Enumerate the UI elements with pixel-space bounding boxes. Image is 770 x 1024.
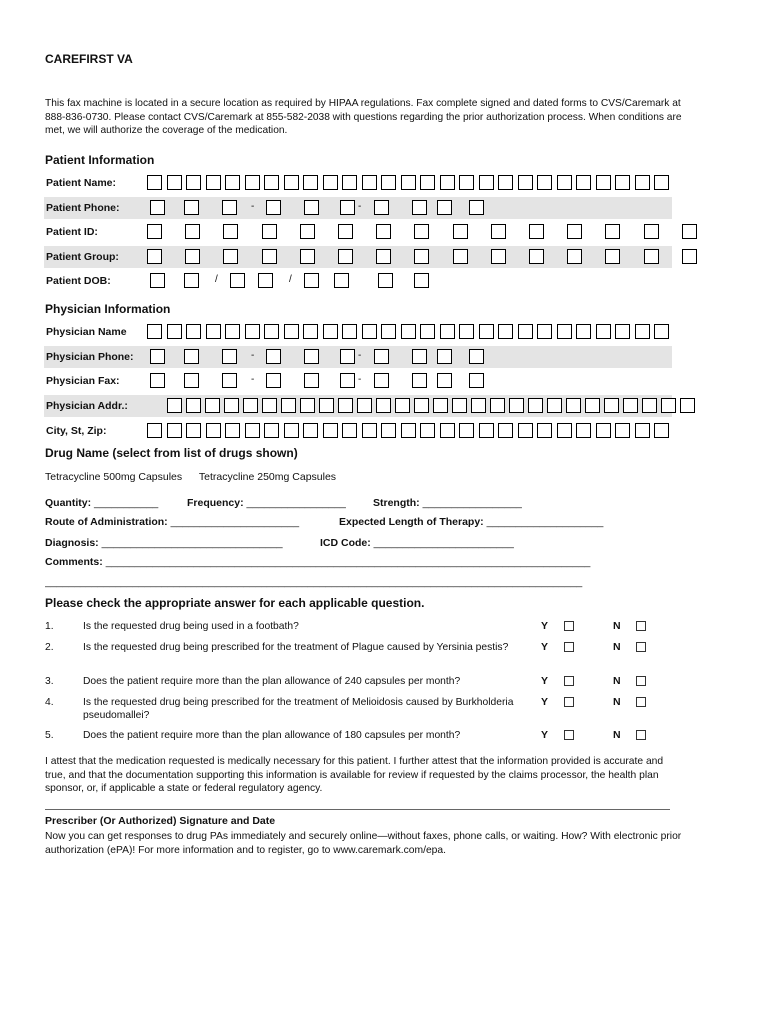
char-box[interactable] [459, 175, 474, 190]
route-field[interactable] [45, 516, 299, 528]
char-box[interactable] [537, 324, 552, 339]
char-box[interactable] [412, 373, 427, 388]
yes-checkbox[interactable] [564, 697, 574, 707]
char-box[interactable] [414, 273, 429, 288]
length-label: Expected Length of Therapy: [339, 516, 484, 528]
char-box[interactable] [440, 324, 455, 339]
char-box[interactable] [661, 398, 676, 413]
char-box[interactable] [469, 349, 484, 364]
char-box[interactable] [576, 324, 591, 339]
char-box[interactable] [284, 175, 299, 190]
char-box[interactable] [615, 324, 630, 339]
char-box[interactable] [205, 398, 220, 413]
char-box[interactable] [414, 249, 429, 264]
char-box[interactable] [167, 175, 182, 190]
char-box[interactable] [264, 175, 279, 190]
char-box[interactable] [206, 324, 221, 339]
char-box[interactable] [185, 249, 200, 264]
length-field[interactable] [339, 516, 603, 528]
char-box[interactable] [376, 249, 391, 264]
char-box[interactable] [376, 224, 391, 239]
physician-section-heading: Physician Information [45, 302, 171, 316]
char-box[interactable] [518, 423, 533, 438]
char-box[interactable] [262, 398, 277, 413]
diagnosis-field[interactable] [45, 537, 283, 549]
patient-id-label: Patient ID: [46, 226, 98, 238]
char-box[interactable] [557, 175, 572, 190]
drug-option[interactable]: Tetracycline 500mg Capsules [45, 471, 183, 483]
char-box[interactable] [362, 324, 377, 339]
physician-name-row[interactable] [44, 321, 672, 343]
no-checkbox[interactable] [636, 642, 646, 652]
char-box[interactable] [303, 423, 318, 438]
yes-checkbox[interactable] [564, 621, 574, 631]
attestation-text: I attest that the medication requested is medically necessary for this patient. I further attest that the information provided is accurate and true, and that the documentation supporting this information is available for review if requested by the claims processor, the health plan sponsor, or, if applicable a state or federal regulatory agency. [45, 756, 664, 795]
char-box[interactable] [518, 175, 533, 190]
patient-name-label: Patient Name: [46, 177, 117, 189]
char-box[interactable] [490, 398, 505, 413]
phone-dash: - [358, 201, 362, 212]
char-box[interactable] [266, 200, 281, 215]
fax-dash: - [251, 374, 255, 385]
char-box[interactable] [245, 423, 260, 438]
comments-field[interactable] [45, 556, 673, 568]
char-box[interactable] [682, 249, 697, 264]
char-box[interactable] [374, 200, 389, 215]
char-box[interactable] [395, 398, 410, 413]
char-box[interactable] [471, 398, 486, 413]
patient-group-row[interactable] [44, 246, 672, 268]
patient-group-boxes[interactable] [44, 249, 672, 265]
physician-addr-label: Physician Addr.: [46, 400, 128, 412]
char-box[interactable] [433, 398, 448, 413]
char-box[interactable] [654, 324, 669, 339]
char-box[interactable] [491, 249, 506, 264]
char-box[interactable] [266, 349, 281, 364]
no-checkbox[interactable] [636, 697, 646, 707]
physician-phone-label: Physician Phone: [46, 351, 134, 363]
char-box[interactable] [186, 324, 201, 339]
strength-label: Strength: [373, 497, 420, 509]
char-box[interactable] [357, 398, 372, 413]
patient-section-heading: Patient Information [45, 153, 155, 167]
char-box[interactable] [401, 423, 416, 438]
char-box[interactable] [644, 249, 659, 264]
char-box[interactable] [479, 324, 494, 339]
comments-line[interactable]: ___________________________________________________________________________________ [105, 556, 591, 568]
no-label: N [613, 696, 621, 708]
char-box[interactable] [150, 373, 165, 388]
questions-heading: Please check the appropriate answer for each applicable question. [45, 596, 425, 610]
char-box[interactable] [585, 398, 600, 413]
char-box[interactable] [147, 249, 162, 264]
char-box[interactable] [459, 423, 474, 438]
frequency-field[interactable] [187, 497, 346, 509]
yes-checkbox[interactable] [564, 642, 574, 652]
char-box[interactable] [147, 175, 162, 190]
char-box[interactable] [206, 175, 221, 190]
physician-addr-boxes[interactable] [44, 398, 672, 414]
route-label: Route of Administration: [45, 516, 168, 528]
char-box[interactable] [557, 423, 572, 438]
quantity-line[interactable]: ___________ [94, 497, 159, 509]
char-box[interactable] [557, 324, 572, 339]
char-box[interactable] [498, 175, 513, 190]
char-box[interactable] [262, 249, 277, 264]
question-text: Is the requested drug being prescribed for the treatment of Plague caused by Yersinia pestis? [83, 642, 509, 653]
char-box[interactable] [300, 224, 315, 239]
char-box[interactable] [596, 423, 611, 438]
city-label: City, St, Zip: [46, 425, 107, 437]
strength-line[interactable]: _________________ [422, 497, 522, 509]
phone-dash: - [251, 350, 255, 361]
epa-notice: Now you can get responses to drug PAs immediately and securely online—without faxes, phone calls, or waiting. How? With electronic prior authorization (ePA)! For more information and to register, go to www.caremark.com/epa. [45, 831, 682, 856]
char-box[interactable] [498, 324, 513, 339]
char-box[interactable] [529, 249, 544, 264]
char-box[interactable] [342, 175, 357, 190]
char-box[interactable] [262, 224, 277, 239]
char-box[interactable] [222, 349, 237, 364]
patient-name-row[interactable] [44, 172, 672, 194]
char-box[interactable] [414, 224, 429, 239]
char-box[interactable] [381, 423, 396, 438]
char-box[interactable] [264, 324, 279, 339]
question-text: Is the requested drug being used in a footbath? [83, 621, 299, 632]
patient-phone-row[interactable] [44, 197, 672, 219]
strength-field[interactable] [373, 497, 522, 509]
char-box[interactable] [323, 324, 338, 339]
city-row[interactable] [44, 420, 672, 442]
char-box[interactable] [150, 273, 165, 288]
physician-name-label: Physician Name [46, 326, 127, 338]
char-box[interactable] [338, 224, 353, 239]
patient-id-row[interactable] [44, 221, 672, 243]
char-box[interactable] [605, 249, 620, 264]
question-number: 2. [45, 642, 54, 653]
question-number: 1. [45, 621, 54, 632]
char-box[interactable] [453, 224, 468, 239]
char-box[interactable] [528, 398, 543, 413]
char-box[interactable] [342, 324, 357, 339]
patient-id-boxes[interactable] [44, 224, 672, 240]
char-box[interactable] [644, 224, 659, 239]
char-box[interactable] [378, 273, 393, 288]
char-box[interactable] [230, 273, 245, 288]
char-box[interactable] [303, 324, 318, 339]
char-box[interactable] [186, 423, 201, 438]
char-box[interactable] [284, 324, 299, 339]
drug-option[interactable]: Tetracycline 250mg Capsules [198, 471, 337, 483]
char-box[interactable] [304, 349, 319, 364]
char-box[interactable] [414, 398, 429, 413]
yes-label: Y [541, 641, 549, 653]
char-box[interactable] [300, 398, 315, 413]
length-line[interactable]: ____________________ [486, 516, 604, 528]
char-box[interactable] [440, 423, 455, 438]
yes-checkbox[interactable] [564, 676, 574, 686]
char-box[interactable] [680, 398, 695, 413]
patient-dob-row[interactable] [44, 270, 672, 292]
char-box[interactable] [150, 200, 165, 215]
physician-phone-row[interactable] [44, 346, 672, 368]
patient-dob-boxes[interactable] [44, 273, 672, 289]
patient-phone-label: Patient Phone: [46, 202, 120, 214]
drug-section-heading: Drug Name (select from list of drugs shown) [45, 446, 298, 460]
diagnosis-line[interactable]: _______________________________ [101, 537, 283, 549]
char-box[interactable] [334, 273, 349, 288]
char-box[interactable] [469, 200, 484, 215]
signature-label: Prescriber (Or Authorized) Signature and Date [45, 815, 276, 827]
char-box[interactable] [642, 398, 657, 413]
quantity-field[interactable] [45, 497, 158, 509]
char-box[interactable] [401, 175, 416, 190]
comments-line-2-text[interactable]: ____________________________________________________________________________________________ [45, 576, 583, 588]
char-box[interactable] [303, 175, 318, 190]
char-box[interactable] [206, 423, 221, 438]
yes-label: Y [541, 620, 549, 632]
char-box[interactable] [147, 224, 162, 239]
no-checkbox[interactable] [636, 730, 646, 740]
char-box[interactable] [225, 175, 240, 190]
char-box[interactable] [437, 349, 452, 364]
char-box[interactable] [576, 423, 591, 438]
char-box[interactable] [323, 175, 338, 190]
char-box[interactable] [222, 373, 237, 388]
char-box[interactable] [596, 324, 611, 339]
char-box[interactable] [245, 324, 260, 339]
char-box[interactable] [362, 423, 377, 438]
char-box[interactable] [184, 349, 199, 364]
char-box[interactable] [420, 175, 435, 190]
char-box[interactable] [412, 349, 427, 364]
char-box[interactable] [518, 324, 533, 339]
city-boxes[interactable] [44, 423, 672, 439]
no-label: N [613, 675, 621, 687]
yes-label: Y [541, 675, 549, 687]
char-box[interactable] [509, 398, 524, 413]
char-box[interactable] [340, 200, 355, 215]
char-box[interactable] [635, 423, 650, 438]
diagnosis-label: Diagnosis: [45, 537, 99, 549]
char-box[interactable] [412, 200, 427, 215]
form-title: CAREFIRST VA [45, 52, 133, 66]
question-number: 5. [45, 730, 54, 741]
yes-checkbox[interactable] [564, 730, 574, 740]
phone-dash: - [251, 201, 255, 212]
char-box[interactable] [635, 324, 650, 339]
signature-line[interactable] [45, 809, 670, 810]
yes-label: Y [541, 696, 549, 708]
physician-phone-boxes[interactable] [44, 349, 672, 365]
comments-label: Comments: [45, 556, 103, 568]
intro-text: This fax machine is located in a secure location as required by HIPAA regulations. Fax complete signed and dated forms to CVS/Caremark at 888-836-0730. Please contact CVS/Caremark at 855-582-2038 with questions regarding the prior authorization process. When conditions are met, we will authorize the coverage of the medication. [45, 98, 682, 137]
char-box[interactable] [654, 423, 669, 438]
physician-addr-row[interactable] [44, 395, 672, 417]
char-box[interactable] [342, 423, 357, 438]
char-box[interactable] [381, 175, 396, 190]
physician-fax-row[interactable] [44, 370, 672, 392]
char-box[interactable] [340, 349, 355, 364]
icd-field[interactable] [320, 537, 514, 549]
char-box[interactable] [452, 398, 467, 413]
question-text: Does the patient require more than the plan allowance of 240 capsules per month? [83, 676, 461, 687]
frequency-line[interactable]: _________________ [246, 497, 346, 509]
char-box[interactable] [284, 423, 299, 438]
physician-fax-boxes[interactable] [44, 373, 672, 389]
dob-slash: / [289, 274, 292, 285]
char-box[interactable] [537, 423, 552, 438]
comments-line-2[interactable] [45, 576, 673, 588]
no-checkbox[interactable] [636, 621, 646, 631]
char-box[interactable] [566, 398, 581, 413]
char-box[interactable] [147, 324, 162, 339]
question-text: Does the patient require more than the plan allowance of 180 capsules per month? [83, 730, 461, 741]
char-box[interactable] [604, 398, 619, 413]
char-box[interactable] [281, 398, 296, 413]
fax-dash: - [358, 374, 362, 385]
char-box[interactable] [300, 249, 315, 264]
question-text: Is the requested drug being prescribed for the treatment of Melioidosis caused by Burkholderia pseudomallei? [83, 697, 514, 721]
quantity-label: Quantity: [45, 497, 92, 509]
char-box[interactable] [635, 175, 650, 190]
char-box[interactable] [567, 249, 582, 264]
char-box[interactable] [437, 373, 452, 388]
physician-fax-label: Physician Fax: [46, 375, 120, 387]
char-box[interactable] [491, 224, 506, 239]
char-box[interactable] [222, 200, 237, 215]
char-box[interactable] [420, 423, 435, 438]
dob-slash: / [215, 274, 218, 285]
char-box[interactable] [479, 175, 494, 190]
char-box[interactable] [186, 398, 201, 413]
char-box[interactable] [420, 324, 435, 339]
char-box[interactable] [498, 423, 513, 438]
char-box[interactable] [338, 249, 353, 264]
question-number: 4. [45, 697, 54, 708]
char-box[interactable] [223, 249, 238, 264]
icd-label: ICD Code: [320, 537, 371, 549]
char-box[interactable] [225, 324, 240, 339]
char-box[interactable] [605, 224, 620, 239]
char-box[interactable] [223, 224, 238, 239]
char-box[interactable] [654, 175, 669, 190]
char-box[interactable] [186, 175, 201, 190]
char-box[interactable] [264, 423, 279, 438]
char-box[interactable] [576, 175, 591, 190]
char-box[interactable] [374, 373, 389, 388]
char-box[interactable] [340, 373, 355, 388]
phone-dash: - [358, 350, 362, 361]
no-checkbox[interactable] [636, 676, 646, 686]
char-box[interactable] [567, 224, 582, 239]
route-line[interactable]: ______________________ [170, 516, 300, 528]
char-box[interactable] [243, 398, 258, 413]
char-box[interactable] [184, 373, 199, 388]
char-box[interactable] [224, 398, 239, 413]
patient-group-label: Patient Group: [46, 251, 119, 263]
char-box[interactable] [167, 423, 182, 438]
char-box[interactable] [304, 373, 319, 388]
char-box[interactable] [401, 324, 416, 339]
char-box[interactable] [304, 200, 319, 215]
char-box[interactable] [323, 423, 338, 438]
char-box[interactable] [185, 224, 200, 239]
char-box[interactable] [453, 249, 468, 264]
no-label: N [613, 729, 621, 741]
char-box[interactable] [184, 273, 199, 288]
char-box[interactable] [304, 273, 319, 288]
no-label: N [613, 620, 621, 632]
char-box[interactable] [529, 224, 544, 239]
char-box[interactable] [376, 398, 391, 413]
char-box[interactable] [469, 373, 484, 388]
char-box[interactable] [258, 273, 273, 288]
char-box[interactable] [266, 373, 281, 388]
yes-label: Y [541, 729, 549, 741]
char-box[interactable] [381, 324, 396, 339]
char-box[interactable] [459, 324, 474, 339]
icd-line[interactable]: ________________________ [373, 537, 514, 549]
char-box[interactable] [338, 398, 353, 413]
char-box[interactable] [245, 175, 260, 190]
char-box[interactable] [150, 349, 165, 364]
char-box[interactable] [184, 200, 199, 215]
char-box[interactable] [147, 423, 162, 438]
patient-name-boxes[interactable] [44, 175, 672, 191]
char-box[interactable] [682, 224, 697, 239]
physician-name-boxes[interactable] [44, 324, 672, 340]
char-box[interactable] [596, 175, 611, 190]
frequency-label: Frequency: [187, 497, 244, 509]
char-box[interactable] [479, 423, 494, 438]
char-box[interactable] [362, 175, 377, 190]
char-box[interactable] [167, 324, 182, 339]
char-box[interactable] [547, 398, 562, 413]
patient-phone-boxes[interactable] [44, 200, 672, 216]
char-box[interactable] [615, 175, 630, 190]
patient-dob-label: Patient DOB: [46, 275, 111, 287]
char-box[interactable] [374, 349, 389, 364]
char-box[interactable] [537, 175, 552, 190]
char-box[interactable] [440, 175, 455, 190]
char-box[interactable] [623, 398, 638, 413]
char-box[interactable] [225, 423, 240, 438]
char-box[interactable] [167, 398, 182, 413]
char-box[interactable] [437, 200, 452, 215]
char-box[interactable] [319, 398, 334, 413]
no-label: N [613, 641, 621, 653]
drug-options [45, 471, 350, 483]
question-number: 3. [45, 676, 54, 687]
char-box[interactable] [615, 423, 630, 438]
